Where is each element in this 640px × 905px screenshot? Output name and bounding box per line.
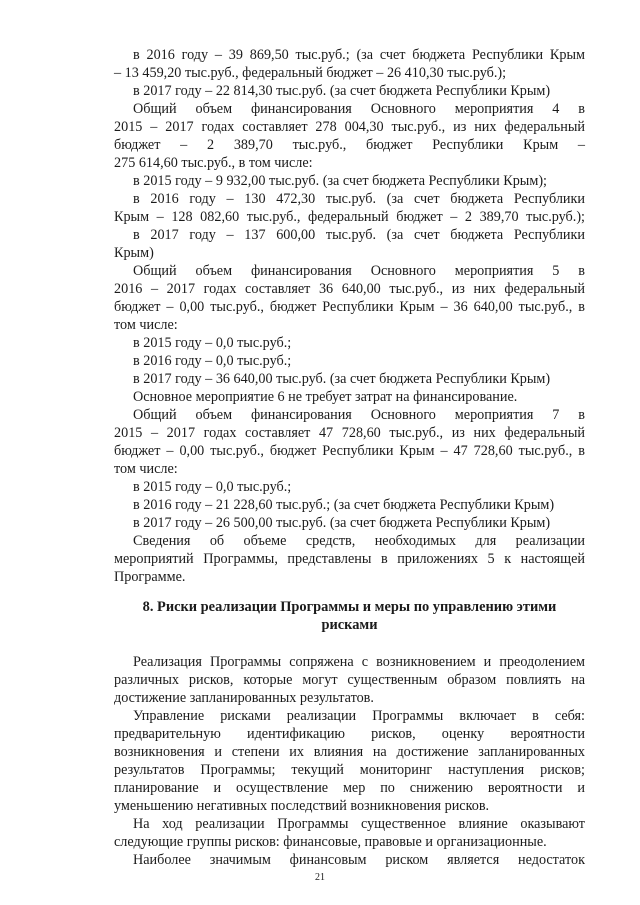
text-line: Управление рисками реализации Программы включает в себя:: [133, 708, 585, 724]
text-line: 2015 – 2017 годах составляет 278 004,30 тыс.руб., из них федеральный: [114, 119, 585, 135]
section-heading-continuation: рисками: [321, 617, 378, 633]
text-line: – 13 459,20 тыс.руб., федеральный бюджет – 26 410,30 тыс.руб.);: [114, 65, 507, 81]
text-line: в 2017 году – 36 640,00 тыс.руб. (за счет бюджета Республики Крым): [133, 371, 551, 387]
text-line: Крым): [114, 245, 154, 261]
text-line: 2015 – 2017 годах составляет 47 728,60 тыс.руб., из них федеральный: [114, 425, 585, 441]
text-line: Общий объем финансирования Основного мероприятия 5 в: [133, 263, 585, 279]
text-line: в 2016 году – 0,0 тыс.руб.;: [133, 353, 292, 369]
text-line: в 2015 году – 0,0 тыс.руб.;: [133, 479, 292, 495]
text-line: Реализация Программы сопряжена с возникновением и преодолением: [133, 654, 585, 670]
text-line: Крым – 128 082,60 тыс.руб., федеральный бюджет – 2 389,70 тыс.руб.);: [114, 209, 585, 225]
text-line: мероприятий Программы, представлены в приложениях 5 к настоящей: [114, 551, 585, 567]
text-line: планирование и осуществление мер по снижению вероятности и: [114, 780, 585, 796]
text-line: Общий объем финансирования Основного мероприятия 7 в: [133, 407, 585, 423]
text-line: достижение запланированных результатов.: [114, 690, 374, 706]
text-line: бюджет – 0,00 тыс.руб., бюджет Республики Крым – 47 728,60 тыс.руб., в: [114, 443, 585, 459]
text-line: Основное мероприятие 6 не требует затрат на финансирование.: [133, 389, 518, 405]
text-line: в 2017 году – 26 500,00 тыс.руб. (за счет бюджета Республики Крым): [133, 515, 551, 531]
text-line: том числе:: [114, 461, 178, 477]
text-line: возникновения и степени их влияния на достижение запланированных: [114, 744, 585, 760]
text-line: Общий объем финансирования Основного мероприятия 4 в: [133, 101, 585, 117]
text-line: в 2015 году – 0,0 тыс.руб.;: [133, 335, 292, 351]
text-line: в 2015 году – 9 932,00 тыс.руб. (за счет бюджета Республики Крым);: [133, 173, 547, 189]
page-number: 21: [315, 872, 325, 883]
text-line: Сведения об объеме средств, необходимых для реализации: [133, 533, 585, 549]
text-line: в 2017 году – 137 600,00 тыс.руб. (за счет бюджета Республики: [133, 227, 585, 243]
text-line: в 2016 году – 130 472,30 тыс.руб. (за счет бюджета Республики: [133, 191, 585, 207]
text-line: в 2017 году – 22 814,30 тыс.руб. (за счет бюджета Республики Крым): [133, 83, 551, 99]
text-line: 275 614,60 тыс.руб., в том числе:: [114, 155, 313, 171]
text-line: бюджет – 2 389,70 тыс.руб., бюджет Республики Крым –: [114, 137, 585, 153]
text-line: в 2016 году – 39 869,50 тыс.руб.; (за счет бюджета Республики Крым: [133, 47, 585, 63]
section-heading: 8. Риски реализации Программы и меры по управлению этими: [142, 599, 557, 615]
text-line: результатов Программы; текущий мониторинг наступления рисков;: [114, 762, 585, 778]
text-line: том числе:: [114, 317, 178, 333]
text-line: На ход реализации Программы существенное влияние оказывают: [133, 816, 585, 832]
text-line: различных рисков, которые могут существенным образом повлиять на: [114, 672, 585, 688]
text-line: уменьшению негативных последствий возникновения рисков.: [114, 798, 490, 814]
text-line: Программе.: [114, 569, 186, 585]
text-line: следующие группы рисков: финансовые, правовые и организационные.: [114, 834, 547, 850]
text-line: Наиболее значимым финансовым риском является недостаток: [133, 852, 585, 868]
text-line: бюджет – 0,00 тыс.руб., бюджет Республики Крым – 36 640,00 тыс.руб., в: [114, 299, 585, 315]
text-line: в 2016 году – 21 228,60 тыс.руб.; (за счет бюджета Республики Крым): [133, 497, 555, 513]
text-line: 2016 – 2017 годах составляет 36 640,00 тыс.руб., из них федеральный: [114, 281, 585, 297]
text-line: предварительную идентификацию рисков, оценку вероятности: [114, 726, 585, 742]
